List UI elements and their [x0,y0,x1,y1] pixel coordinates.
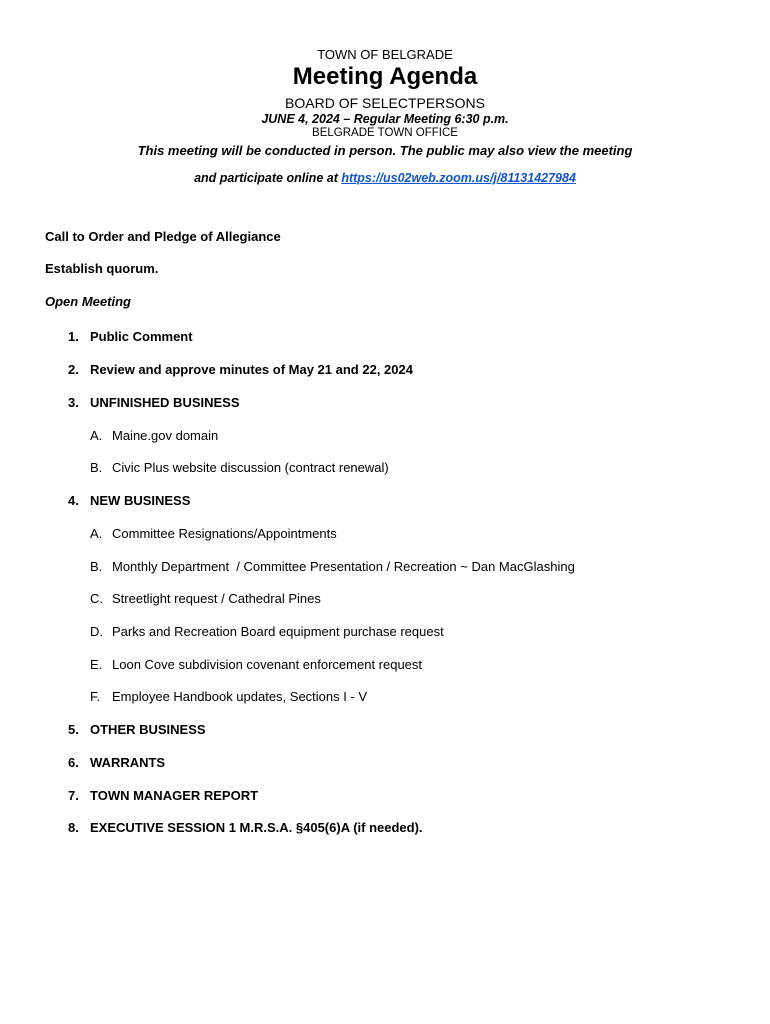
online-note-text: and participate online at [194,171,342,185]
item-number: 1. [68,329,79,344]
item-number: 7. [68,788,79,803]
item-number: 6. [68,755,79,770]
sub-item [90,428,218,443]
meeting-location: BELGRADE TOWN OFFICE [312,127,458,139]
item-label: TOWN MANAGER REPORT [90,788,259,803]
sub-item-letter: B. [90,460,103,475]
meeting-date: JUNE 4, 2024 – Regular Meeting 6:30 p.m. [261,112,509,126]
agenda-item [68,395,240,410]
sub-item [90,559,575,574]
item-label: OTHER BUSINESS [90,722,206,737]
sub-item-label: Parks and Recreation Board equipment purchase request [112,624,444,639]
attendance-note: This meeting will be conducted in person. The public may also view the meeting [137,143,633,158]
town-name: TOWN OF BELGRADE [317,47,453,62]
agenda-item [68,722,206,737]
item-label: Review and approve minutes of May 21 and 22, 2024 [90,362,413,377]
item-label: Public Comment [90,329,193,344]
item-number: 2. [68,362,79,377]
sub-item-label: Employee Handbook updates, Sections I - V [112,689,368,704]
item-label: WARRANTS [90,755,166,770]
sub-item-label: Maine.gov domain [112,428,219,443]
agenda-item [68,755,165,770]
agenda-item [68,493,190,508]
page-title: Meeting Agenda [292,63,478,90]
sub-item-label: Civic Plus website discussion (contract renewal) [112,460,389,475]
sub-item [90,526,337,541]
agenda-item [68,788,258,803]
board-name: BOARD OF SELECTPERSONS [285,95,485,111]
sub-item [90,624,444,639]
item-number: 4. [68,493,79,508]
sub-item-label: Monthly Department / Committee Presentation / Recreation ~ Dan MacGlashing [112,559,575,574]
open-meeting: Open Meeting [45,294,131,309]
sub-item-label: Loon Cove subdivision covenant enforcement request [112,657,423,672]
sub-item-letter: B. [90,559,103,574]
sub-item [90,460,389,475]
agenda-item [68,329,193,344]
sub-item-letter: C. [90,591,103,606]
item-label: UNFINISHED BUSINESS [90,395,240,410]
sub-item-letter: E. [90,657,103,672]
sub-item [90,689,367,704]
sub-item [90,591,321,606]
sub-item-label: Streetlight request / Cathedral Pines [112,591,321,606]
establish-quorum: Establish quorum. [45,261,159,276]
item-label: NEW BUSINESS [90,493,191,508]
zoom-link[interactable]: https://us02web.zoom.us/j/81131427984 [341,171,576,185]
item-number: 5. [68,722,79,737]
agenda-item [68,820,423,835]
sub-item-label: Committee Resignations/Appointments [112,526,337,541]
sub-item-letter: A. [90,526,103,541]
agenda-item [68,362,413,377]
sub-item-letter: A. [90,428,103,443]
sub-item-letter: D. [90,624,103,639]
call-to-order: Call to Order and Pledge of Allegiance [45,229,281,244]
online-note [0,171,770,185]
sub-item [90,657,422,672]
sub-item-letter: F. [90,689,101,704]
item-number: 3. [68,395,79,410]
item-number: 8. [68,820,79,835]
item-label: EXECUTIVE SESSION 1 M.R.S.A. §405(6)A (if needed). [90,820,423,835]
